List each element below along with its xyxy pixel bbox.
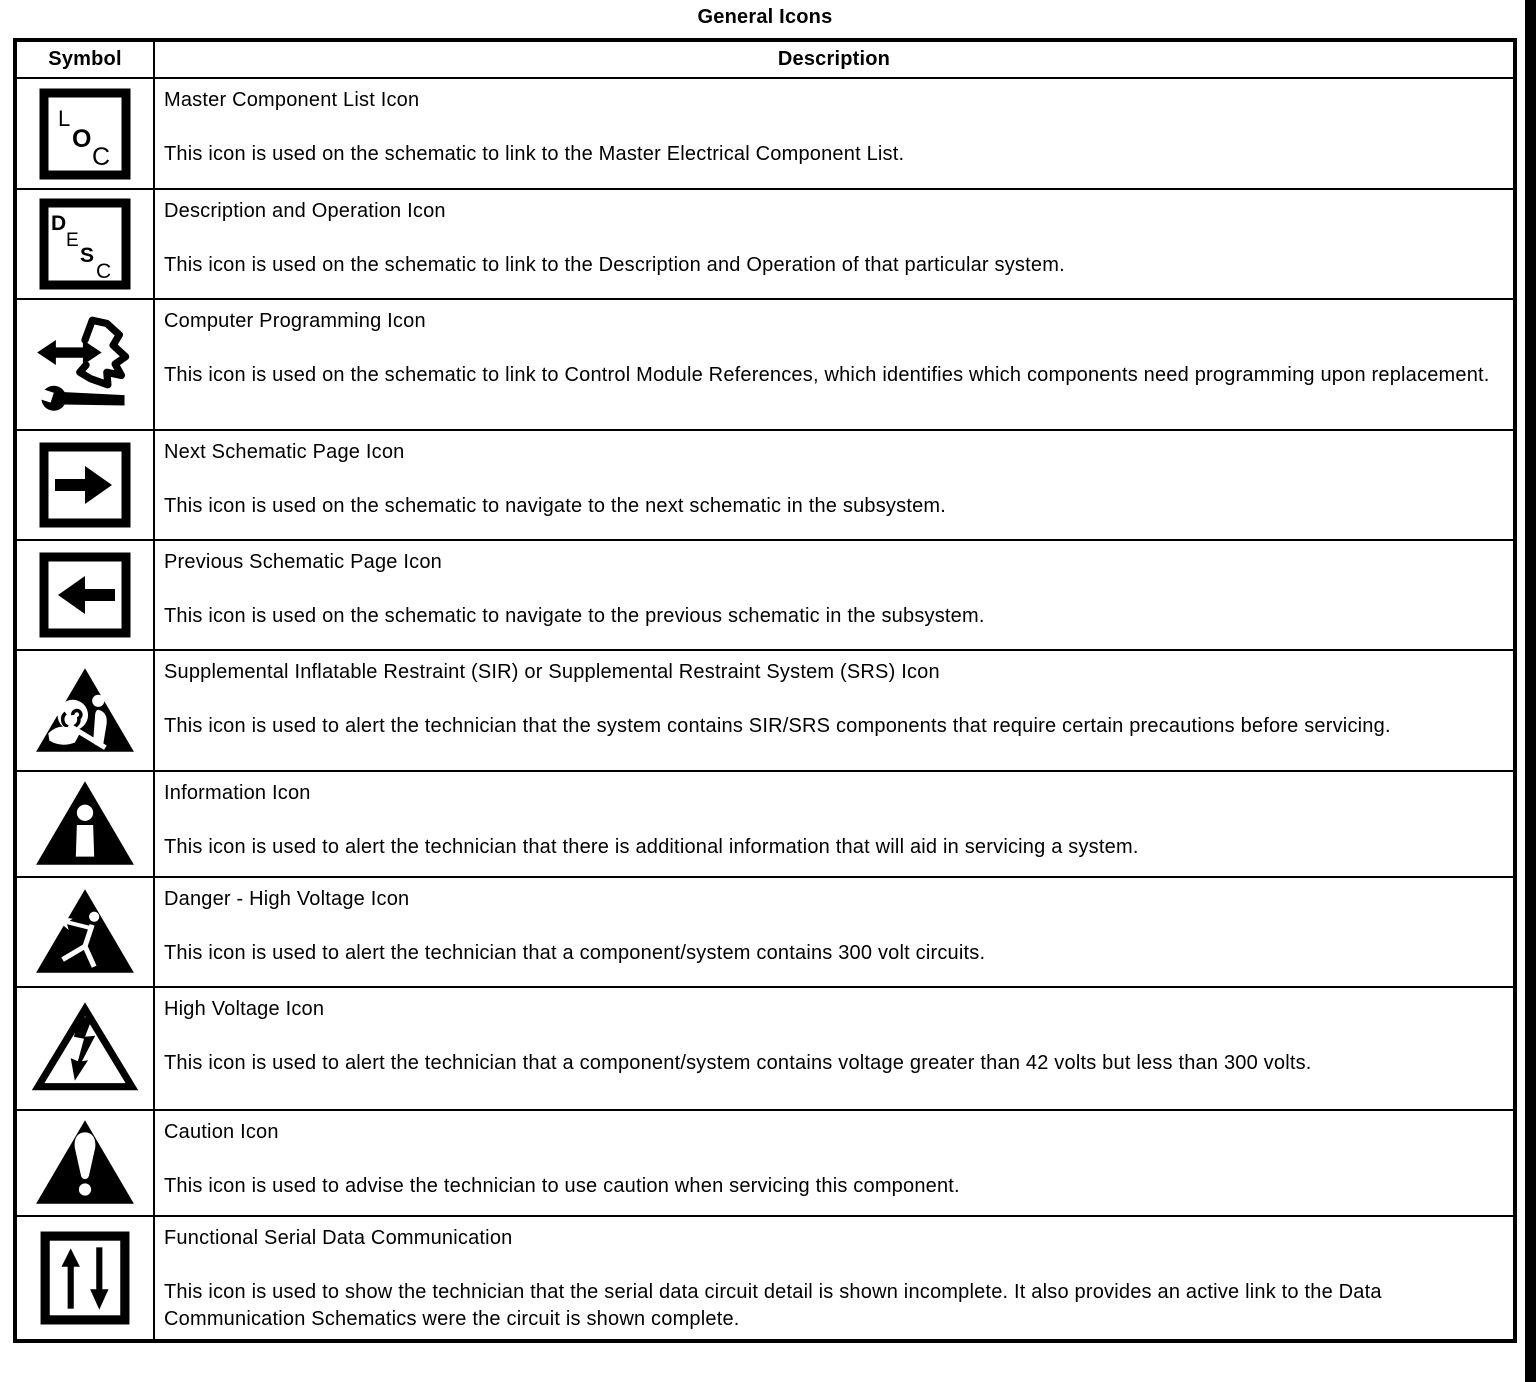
row-body: This icon is used to show the technician that the serial data circuit detail is shown incomplete. It also provides an active link to the Data Communication Schematics were the circuit is shown complete. (164, 1281, 1382, 1330)
symbol-cell (15, 430, 154, 540)
row-title: Previous Schematic Page Icon (164, 551, 442, 573)
high-voltage-icon (32, 1002, 138, 1096)
row-body: This icon is used to alert the technician that the system contains SIR/SRS components that require certain precautions before servicing. (164, 715, 1391, 737)
symbol-cell (15, 299, 154, 430)
symbol-cell (15, 78, 154, 189)
symbol-cell (15, 650, 154, 771)
computer-programming-icon (33, 313, 137, 417)
description-cell (154, 540, 1515, 650)
row-title: Master Component List Icon (164, 89, 420, 111)
desc-letter-d: D (51, 212, 67, 235)
desc-letter-s: S (80, 244, 95, 267)
loc-letter-c: C (92, 142, 111, 171)
description-cell (154, 78, 1515, 189)
loc-letter-l: L (58, 105, 71, 131)
sir-srs-icon (32, 664, 138, 758)
row-title: Computer Programming Icon (164, 310, 426, 332)
general-icons-table (13, 38, 1517, 1343)
description-and-operation-icon (39, 198, 131, 290)
description-cell (154, 771, 1515, 877)
row-body: This icon is used to advise the technician to use caution when servicing this component. (164, 1175, 960, 1197)
table-row (15, 78, 1515, 189)
description-cell (154, 299, 1515, 430)
description-cell (154, 1110, 1515, 1216)
symbol-cell (15, 877, 154, 987)
table-row (15, 189, 1515, 299)
symbol-column-header: Symbol (15, 40, 154, 78)
row-body: This icon is used to alert the technician that there is additional information that will aid in servicing a system. (164, 836, 1139, 858)
row-body: This icon is used on the schematic to link to Control Module References, which identifies which components need programming upon replacement. (164, 364, 1490, 386)
symbol-cell (15, 1216, 154, 1341)
next-schematic-page-icon (39, 442, 131, 528)
description-cell (154, 189, 1515, 299)
row-title: High Voltage Icon (164, 998, 325, 1020)
row-title: Caution Icon (164, 1121, 279, 1143)
symbol-cell (15, 189, 154, 299)
page-edge-bar (1525, 0, 1536, 1382)
row-title: Next Schematic Page Icon (164, 441, 405, 463)
table-row (15, 540, 1515, 650)
symbol-cell (15, 771, 154, 877)
description-cell (154, 877, 1515, 987)
description-column-header: Description (154, 40, 1515, 78)
loc-letter-o: O (72, 124, 92, 153)
desc-letter-c: C (96, 260, 112, 283)
danger-high-voltage-icon (32, 885, 138, 979)
table-row (15, 1216, 1515, 1341)
table-row (15, 987, 1515, 1110)
symbol-cell (15, 987, 154, 1110)
row-title: Functional Serial Data Communication (164, 1227, 513, 1249)
information-icon (32, 777, 138, 871)
table-row (15, 771, 1515, 877)
row-body: This icon is used on the schematic to link to the Master Electrical Component List. (164, 143, 905, 165)
row-title: Danger - High Voltage Icon (164, 888, 410, 910)
functional-serial-data-communication-icon (40, 1231, 130, 1325)
description-cell (154, 987, 1515, 1110)
symbol-cell (15, 540, 154, 650)
symbol-cell (15, 1110, 154, 1216)
row-title: Information Icon (164, 782, 311, 804)
table-row (15, 1110, 1515, 1216)
table-row (15, 650, 1515, 771)
table-row (15, 430, 1515, 540)
row-body: This icon is used to alert the technician that a component/system contains voltage greater than 42 volts but less than 300 volts. (164, 1052, 1312, 1074)
page-title: General Icons (697, 6, 833, 28)
row-title: Supplemental Inflatable Restraint (SIR) or Supplemental Restraint System (SRS) Icon (164, 661, 940, 683)
table-header-row (15, 40, 1515, 78)
description-cell (154, 650, 1515, 771)
desc-letter-e: E (66, 230, 79, 251)
table-row (15, 877, 1515, 987)
caution-icon (32, 1116, 138, 1210)
row-body: This icon is used on the schematic to link to the Description and Operation of that particular system. (164, 254, 1065, 276)
description-cell (154, 1216, 1515, 1341)
row-title: Description and Operation Icon (164, 200, 446, 222)
table-row (15, 299, 1515, 430)
description-cell (154, 430, 1515, 540)
row-body: This icon is used on the schematic to navigate to the previous schematic in the subsystem. (164, 605, 985, 627)
row-body: This icon is used on the schematic to navigate to the next schematic in the subsystem. (164, 495, 947, 517)
previous-schematic-page-icon (39, 552, 131, 638)
master-component-list-icon (39, 88, 131, 180)
row-body: This icon is used to alert the technician that a component/system contains 300 volt circuits. (164, 942, 986, 964)
